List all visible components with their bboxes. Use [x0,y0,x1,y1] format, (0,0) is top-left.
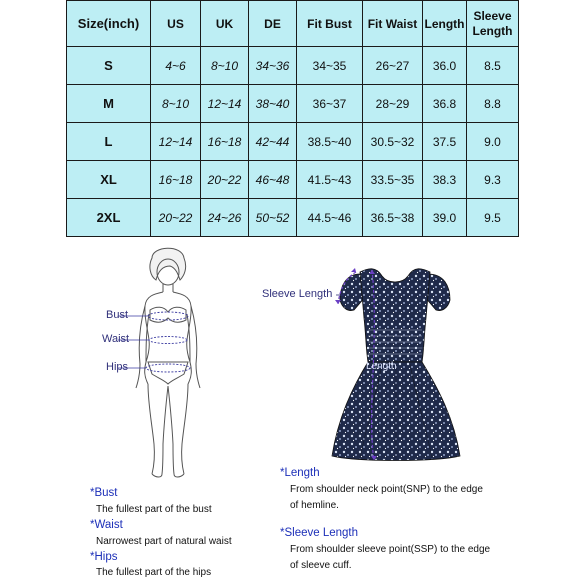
header-sleeve-length [467,1,519,47]
header-uk: UK [201,1,249,47]
cell-fit-bust: 44.5~46 [297,199,363,237]
legend-sleeve-term: *Sleeve Length [280,527,359,539]
cell-length: 39.0 [423,199,467,237]
cell-de: 42~44 [249,123,297,161]
body-label-hips: Hips [106,361,129,373]
cell-uk: 8~10 [201,47,249,85]
legend-hips-term: *Hips [90,551,118,563]
cell-size: L [67,123,151,161]
cell-size: 2XL [67,199,151,237]
cell-us: 16~18 [151,161,201,199]
cell-uk: 16~18 [201,123,249,161]
cell-sleeve-length: 9.5 [467,199,519,237]
cell-size: M [67,85,151,123]
legend-waist-term: *Waist [90,519,123,531]
body-label-bust: Bust [106,309,129,321]
cell-fit-bust: 38.5~40 [297,123,363,161]
cell-fit-waist: 33.5~35 [363,161,423,199]
body-label-waist: Waist [102,333,130,345]
legend-bust-desc: The fullest part of the bust [96,504,212,515]
cell-uk: 20~22 [201,161,249,199]
cell-sleeve-length: 8.5 [467,47,519,85]
cell-us: 20~22 [151,199,201,237]
legend-length-desc-1: From shoulder neck point(SNP) to the edge [290,484,483,495]
cell-sleeve-length: 8.8 [467,85,519,123]
header-de: DE [249,1,297,47]
cell-fit-waist: 26~27 [363,47,423,85]
cell-length: 38.3 [423,161,467,199]
cell-fit-bust: 34~35 [297,47,363,85]
cell-fit-bust: 36~37 [297,85,363,123]
header-size: Size(inch) [67,1,151,47]
cell-de: 50~52 [249,199,297,237]
legend-hips-desc: The fullest part of the hips [96,567,212,578]
legend-sleeve-desc-1: From shoulder sleeve point(SSP) to the edge [290,544,491,555]
sleeve-length-pointer [336,293,344,297]
table-row [67,47,519,85]
header-fit-bust: Fit Bust [297,1,363,47]
woman-body-outline-icon [118,244,218,480]
cell-sleeve-length: 9.3 [467,161,519,199]
legend-bust-term: *Bust [90,487,118,499]
legend-waist-desc: Narrowest part of natural waist [96,536,232,547]
cell-uk: 12~14 [201,85,249,123]
cell-fit-waist: 28~29 [363,85,423,123]
legend-length-term: *Length [280,467,320,479]
size-chart-table [66,0,519,237]
cell-length: 36.8 [423,85,467,123]
cell-length: 37.5 [423,123,467,161]
cell-sleeve-length: 9.0 [467,123,519,161]
header-fit-waist: Fit Waist [363,1,423,47]
legend-length-desc-2: of hemline. [290,500,339,511]
cell-size: XL [67,161,151,199]
cell-de: 46~48 [249,161,297,199]
table-row [67,199,519,237]
dress-label-sleeve-length: Sleeve Length [262,288,333,300]
cell-de: 38~40 [249,85,297,123]
header-length: Length [423,1,467,47]
cell-length: 36.0 [423,47,467,85]
cell-fit-waist: 30.5~32 [363,123,423,161]
cell-de: 34~36 [249,47,297,85]
table-row [67,123,519,161]
cell-uk: 24~26 [201,199,249,237]
legend-sleeve-desc-2: of sleeve cuff. [290,560,352,571]
header-sleeve-line1: Sleeve [473,8,512,23]
cell-size: S [67,47,151,85]
cell-fit-waist: 36.5~38 [363,199,423,237]
cell-us: 8~10 [151,85,201,123]
header-sleeve-line2: Length [472,23,513,38]
table-row [67,85,519,123]
table-row [67,161,519,199]
table-header-row [67,1,519,47]
cell-us: 4~6 [151,47,201,85]
dress-label-length: Length [366,361,397,372]
cell-us: 12~14 [151,123,201,161]
cell-fit-bust: 41.5~43 [297,161,363,199]
header-us: US [151,1,201,47]
